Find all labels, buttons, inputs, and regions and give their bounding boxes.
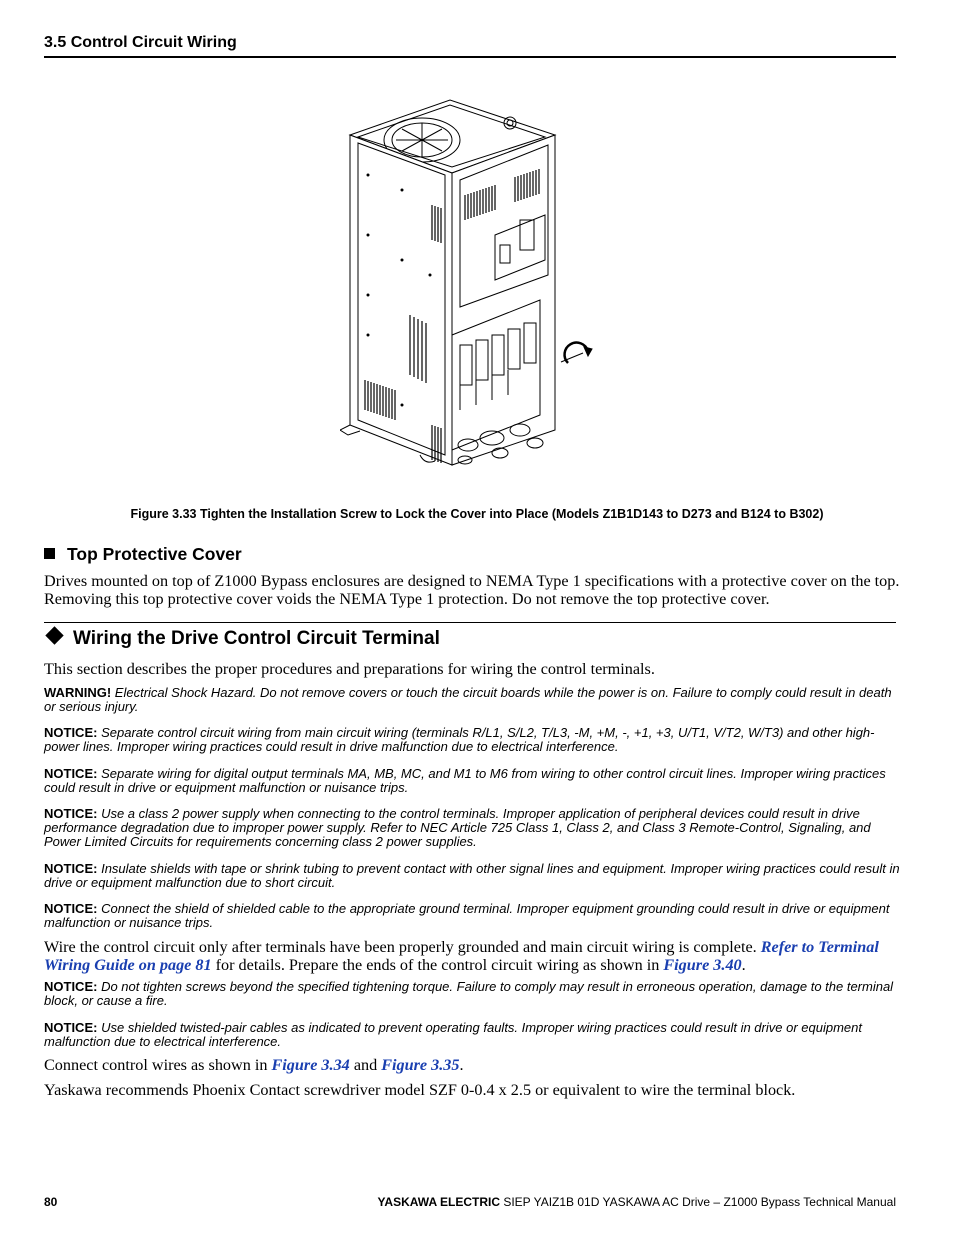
- wiring-heading: [44, 628, 440, 650]
- notice-block: [44, 767, 900, 795]
- connect-paragraph-text: Connect control wires as shown in: [44, 1056, 268, 1074]
- notice-block: [44, 902, 900, 930]
- notice-label: NOTICE:: [44, 766, 98, 781]
- top-cover-heading: [44, 544, 242, 565]
- notice-text: Use a class 2 power supply when connecting to the control terminals. Improper application of peripheral devices could result in drive performance degradation due to improper power supply. Refer to NEC Article 725 Class 1, Class 2, and Class 3 Remote-Control, Signaling, and Power Limited Circuits for requirements concerning class 2 power supplies.: [44, 806, 871, 849]
- notice-text: Separate wiring for digital output terminals MA, MB, MC, and M1 to M6 from wiring to other control circuit lines. Improper wiring practices could result in drive or equipment malfunction or nuisance trips.: [44, 766, 886, 795]
- connect-paragraph: [44, 1057, 900, 1075]
- figure-3-35-link[interactable]: Figure 3.35: [381, 1056, 460, 1074]
- notice-block: [44, 862, 900, 890]
- terminal-wiring-guide-link[interactable]: Refer to Terminal Wiring Guide on page 81: [44, 938, 879, 974]
- notice-block: [44, 980, 900, 1008]
- top-cover-heading-text: Top Protective Cover: [67, 544, 242, 564]
- warning-text: Electrical Shock Hazard. Do not remove covers or touch the circuit boards while the power is on. Failure to comply could result in death or serious injury.: [44, 685, 892, 714]
- warning-label: WARNING!: [44, 685, 112, 700]
- screwdriver-paragraph: Yaskawa recommends Phoenix Contact screwdriver model SZF 0-0.4 x 2.5 or equivalent to wire the terminal block.: [44, 1081, 796, 1099]
- square-bullet-icon: [44, 548, 55, 559]
- section-header: [44, 34, 896, 58]
- section-title: 3.5 Control Circuit Wiring: [44, 34, 237, 51]
- page-number: 80: [44, 1195, 58, 1209]
- figure-3-34-link[interactable]: Figure 3.34: [271, 1056, 350, 1074]
- notice-text: Insulate shields with tape or shrink tubing to prevent contact with other signal lines and equipment. Improper wiring practices could result in drive or equipment malfunction due to short circuit.: [44, 861, 900, 890]
- connect-paragraph-text: and: [353, 1056, 378, 1074]
- notice-text: Separate control circuit wiring from main circuit wiring (terminals R/L1, S/L2, T/L3, -M, +M, -, +1, +3, U/T1, V/T2, W/T3) and other high-power lines. Improper wiring practices could result in drive malfunction due to electrical interference.: [44, 725, 875, 754]
- notice-label: NOTICE:: [44, 901, 98, 916]
- notice-label: NOTICE:: [44, 806, 98, 821]
- notice-label: NOTICE:: [44, 1020, 98, 1035]
- notice-label: NOTICE:: [44, 725, 98, 740]
- notice-label: NOTICE:: [44, 979, 98, 994]
- wire-paragraph-period: .: [741, 955, 746, 974]
- wiring-intro: This section describes the proper procedures and preparations for wiring the control terminals.: [44, 660, 655, 678]
- notice-text: Do not tighten screws beyond the specified tightening torque. Failure to comply may result in erroneous operation, damage to the terminal block, or cause a fire.: [44, 979, 894, 1008]
- drive-enclosure-illustration: [340, 95, 610, 490]
- top-cover-paragraph: Drives mounted on top of Z1000 Bypass enclosures are designed to NEMA Type 1 specifications with a protective cover on the top. Removing this top protective cover voids the NEMA Type 1 protection. Do not remove the top protective cover.: [44, 572, 900, 608]
- figure-caption: Figure 3.33 Tighten the Installation Screw to Lock the Cover into Place (Models Z1B1D143 to D273 and B124 to B302): [130, 507, 824, 521]
- figure-3-40-link[interactable]: Figure 3.40: [663, 955, 742, 974]
- wire-paragraph: [44, 939, 900, 974]
- wiring-heading-text: Wiring the Drive Control Circuit Terminal: [73, 628, 440, 649]
- notice-block: [44, 726, 900, 754]
- notice-text: Connect the shield of shielded cable to the appropriate ground terminal. Improper equipment grounding could result in drive or equipment malfunction or nuisance trips.: [44, 901, 890, 930]
- notice-text: Use shielded twisted-pair cables as indicated to prevent operating faults. Improper wiring practices could result in drive or equipment malfunction due to electrical interference.: [44, 1020, 862, 1049]
- notice-label: NOTICE:: [44, 861, 98, 876]
- notice-block: [44, 807, 900, 849]
- connect-paragraph-period: .: [459, 1056, 464, 1074]
- diamond-bullet-icon: [45, 626, 63, 644]
- warning-block: [44, 686, 900, 714]
- wiring-heading-rule: [44, 622, 896, 649]
- footer-manual: SIEP YAIZ1B 01D YASKAWA AC Drive – Z1000 Bypass Technical Manual: [503, 1195, 896, 1209]
- wire-paragraph-text: for details. Prepare the ends of the control circuit wiring as shown in: [215, 955, 660, 974]
- wire-paragraph-text: Wire the control circuit only after terminals have been properly grounded and main circuit wiring is complete.: [44, 938, 757, 956]
- footer-brand: YASKAWA ELECTRIC: [377, 1195, 500, 1209]
- notice-block: [44, 1021, 900, 1049]
- footer-manual-title: [378, 1195, 896, 1209]
